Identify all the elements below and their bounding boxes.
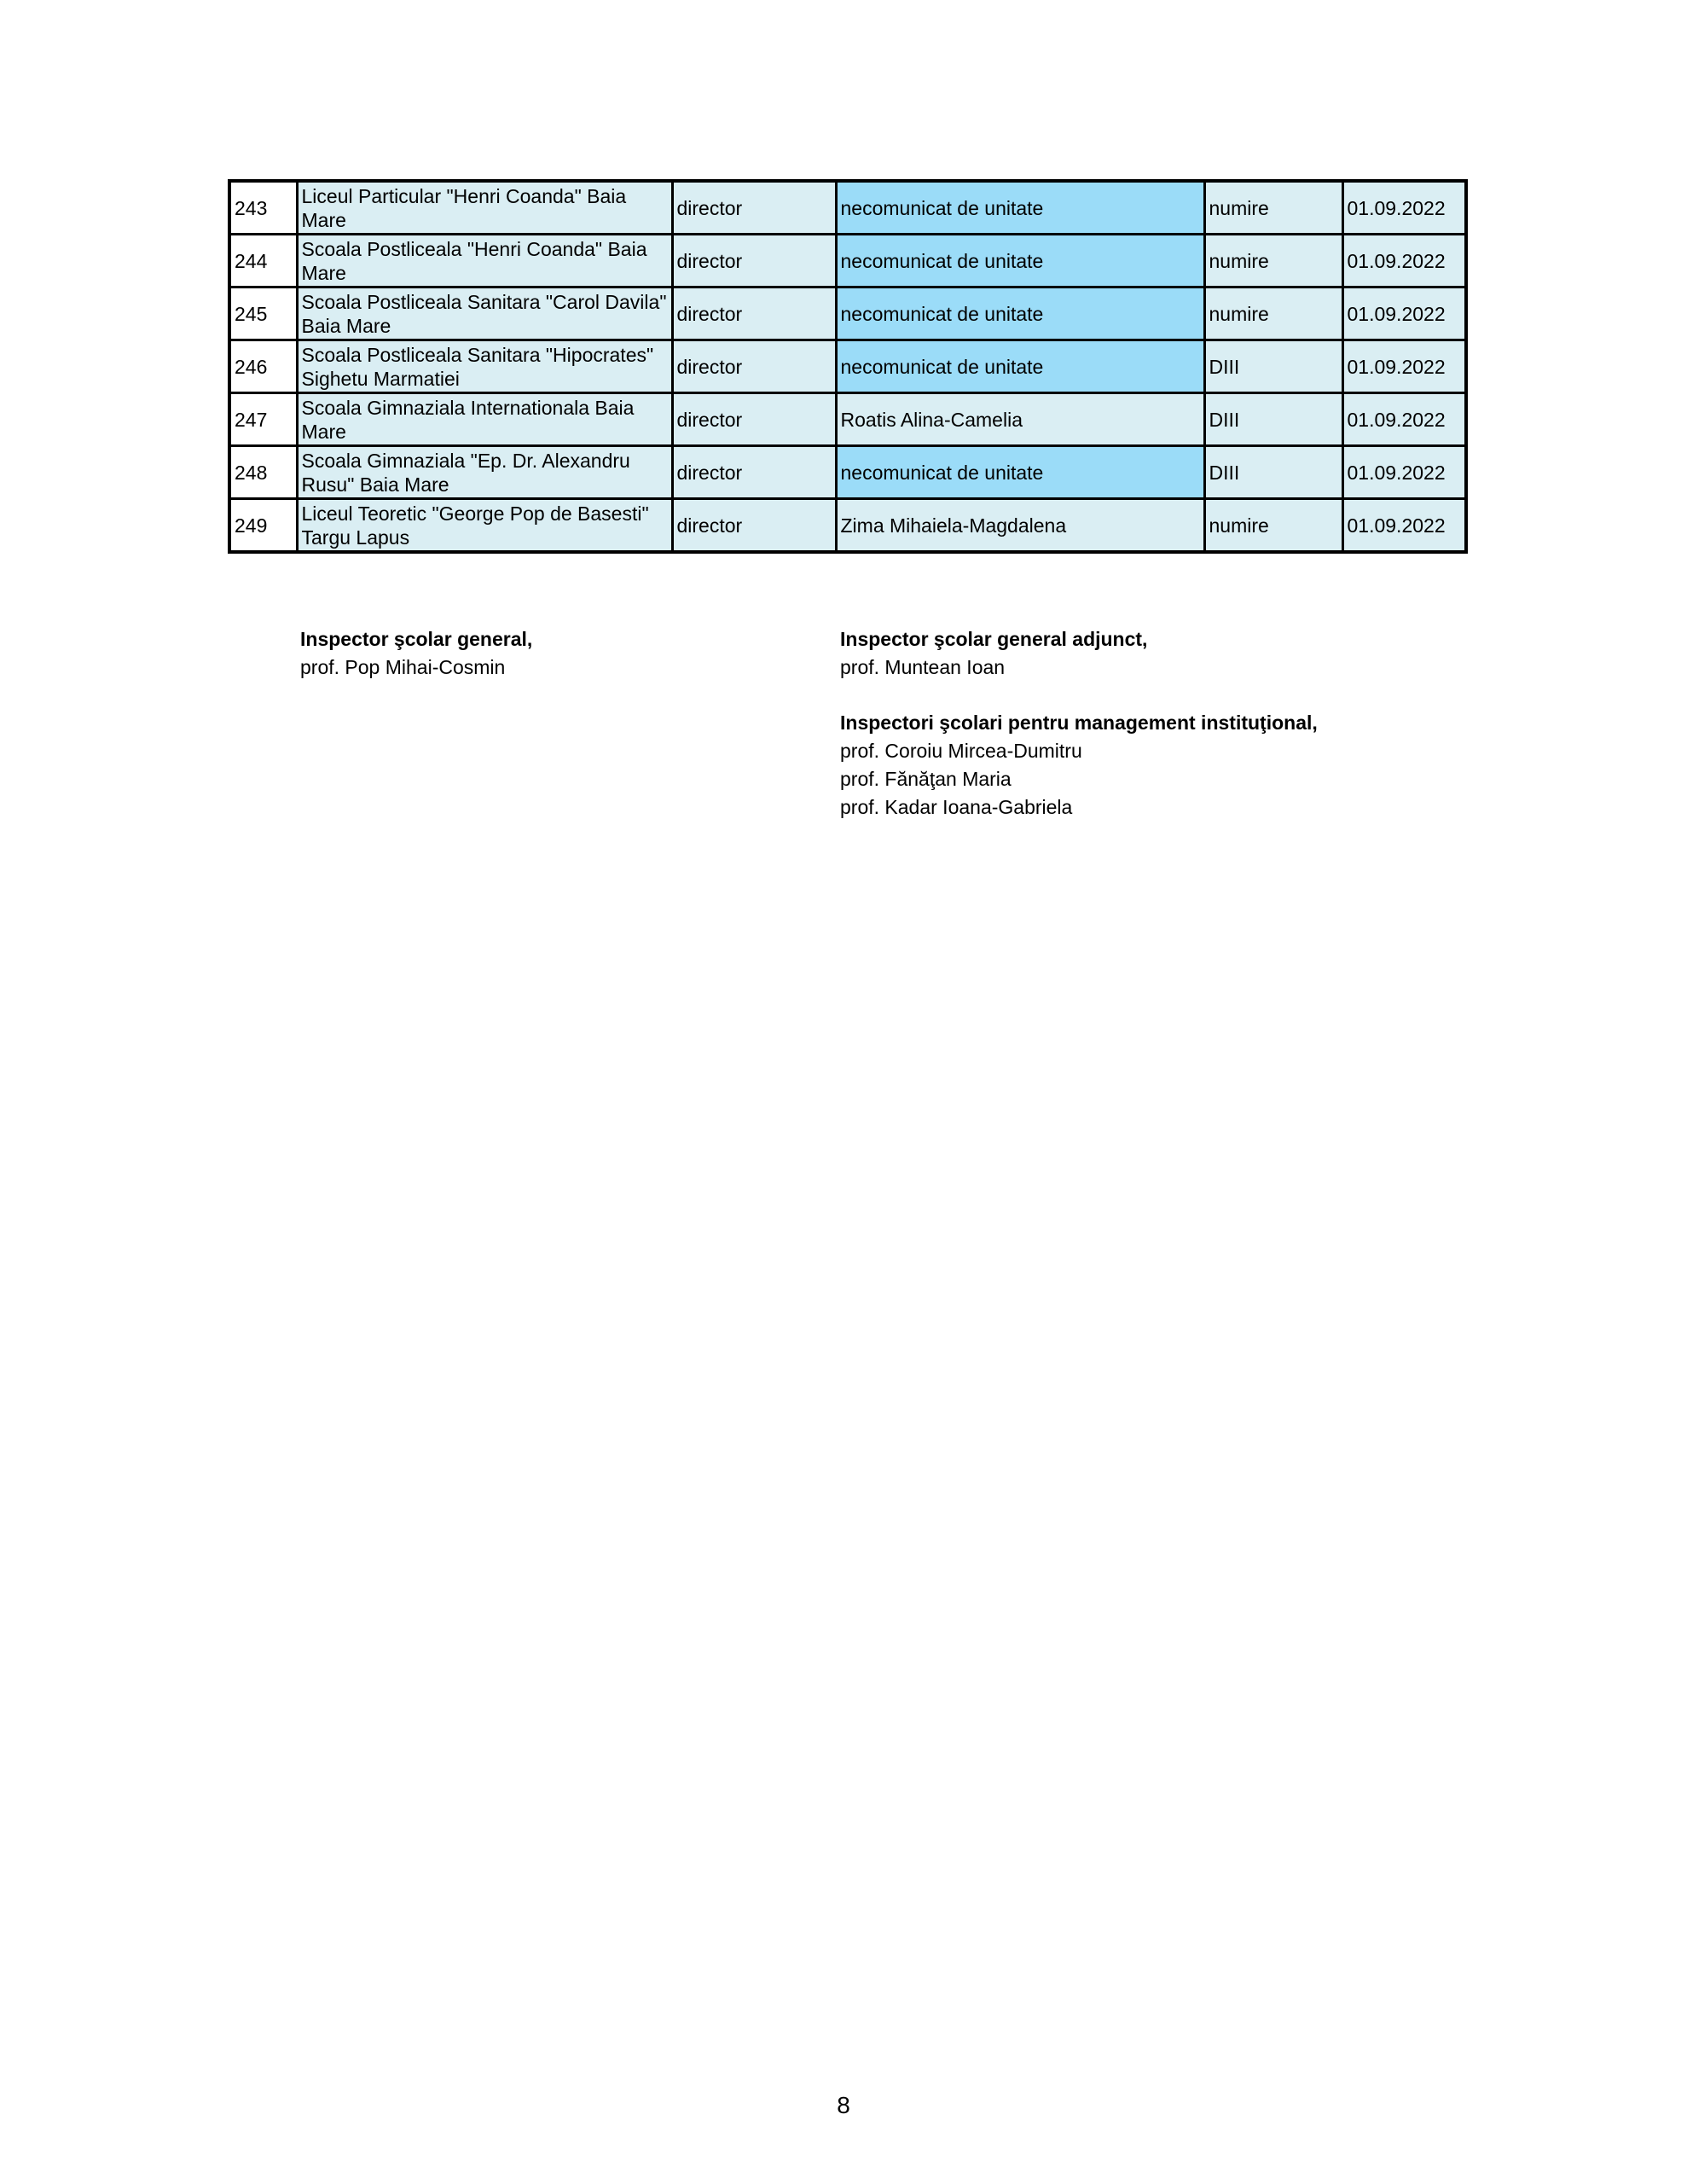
page-number: 8 [837, 2092, 850, 2118]
signature-management-inspectors [840, 709, 1318, 822]
appointment-mode: DIII [1204, 393, 1342, 446]
director-name: necomunicat de unitate [836, 288, 1204, 340]
school-name: Scoala Gimnaziala "Ep. Dr. Alexandru Rusu" Baia Mare [297, 446, 672, 499]
start-date: 01.09.2022 [1342, 393, 1466, 446]
role: director [672, 499, 836, 553]
row-number: 244 [229, 235, 297, 288]
row-number: 243 [229, 181, 297, 235]
table-row [229, 340, 1466, 393]
table-row [229, 235, 1466, 288]
row-number: 247 [229, 393, 297, 446]
signature-name: prof. Muntean Ioan [840, 656, 1006, 678]
appointment-mode: numire [1204, 499, 1342, 553]
director-name: Zima Mihaiela-Magdalena [836, 499, 1204, 553]
role: director [672, 340, 836, 393]
table-row [229, 181, 1466, 235]
role: director [672, 181, 836, 235]
appointment-mode: numire [1204, 181, 1342, 235]
school-name: Scoala Gimnaziala Internationala Baia Mare [297, 393, 672, 446]
school-name: Scoala Postliceala Sanitara "Hipocrates" Sighetu Marmatiei [297, 340, 672, 393]
directors-table [228, 179, 1468, 554]
appointment-mode: DIII [1204, 446, 1342, 499]
role: director [672, 288, 836, 340]
director-name: necomunicat de unitate [836, 181, 1204, 235]
start-date: 01.09.2022 [1342, 446, 1466, 499]
role: director [672, 235, 836, 288]
table-row [229, 499, 1466, 553]
signature-deputy-inspector [840, 625, 1147, 682]
school-name: Liceul Teoretic "George Pop de Basesti" Targu Lapus [297, 499, 672, 553]
row-number: 246 [229, 340, 297, 393]
director-name: necomunicat de unitate [836, 235, 1204, 288]
appointment-mode: DIII [1204, 340, 1342, 393]
row-number: 245 [229, 288, 297, 340]
signature-title: Inspector şcolar general, [300, 628, 533, 650]
start-date: 01.09.2022 [1342, 288, 1466, 340]
signature-title: Inspectori şcolari pentru management instituţional, [840, 712, 1318, 734]
director-name: necomunicat de unitate [836, 340, 1204, 393]
signature-name: prof. Pop Mihai-Cosmin [300, 656, 506, 678]
signature-name: prof. Kadar Ioana-Gabriela [840, 796, 1073, 818]
start-date: 01.09.2022 [1342, 499, 1466, 553]
signature-name: prof. Coroiu Mircea-Dumitru [840, 740, 1082, 762]
start-date: 01.09.2022 [1342, 181, 1466, 235]
director-name: necomunicat de unitate [836, 446, 1204, 499]
role: director [672, 393, 836, 446]
role: director [672, 446, 836, 499]
table-row [229, 288, 1466, 340]
directors-table-wrapper [228, 179, 1464, 554]
table-row [229, 446, 1466, 499]
table-row [229, 393, 1466, 446]
signature-name: prof. Fănăţan Maria [840, 768, 1012, 790]
row-number: 249 [229, 499, 297, 553]
school-name: Scoala Postliceala "Henri Coanda" Baia Mare [297, 235, 672, 288]
signature-general-inspector [300, 625, 532, 682]
signature-title: Inspector şcolar general adjunct, [840, 628, 1148, 650]
appointment-mode: numire [1204, 235, 1342, 288]
school-name: Liceul Particular "Henri Coanda" Baia Mare [297, 181, 672, 235]
director-name: Roatis Alina-Camelia [836, 393, 1204, 446]
appointment-mode: numire [1204, 288, 1342, 340]
row-number: 248 [229, 446, 297, 499]
start-date: 01.09.2022 [1342, 235, 1466, 288]
start-date: 01.09.2022 [1342, 340, 1466, 393]
school-name: Scoala Postliceala Sanitara "Carol Davila" Baia Mare [297, 288, 672, 340]
